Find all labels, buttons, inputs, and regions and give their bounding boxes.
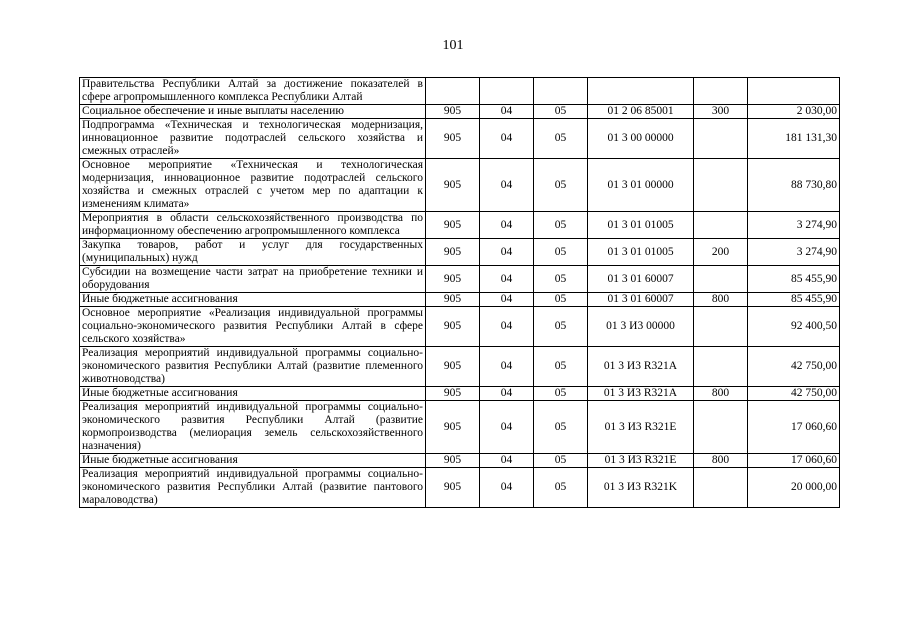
cell-name: Реализация мероприятий индивидуальной программы социально-экономического развития Республики Алтай (развитие кормопроизводства (мелиорация земель сельскохозяйственного назначения) [80,401,426,454]
cell-expense-type [694,401,748,454]
cell-subsection-code: 05 [534,307,588,347]
cell-expense-type [694,468,748,508]
cell-expense-type: 800 [694,454,748,468]
cell-amount: 17 060,60 [748,454,840,468]
cell-expense-type [694,159,748,212]
cell-target-article: 01 3 И3 R321E [588,454,694,468]
table-row [80,212,840,239]
cell-amount: 181 131,30 [748,119,840,159]
cell-amount: 88 730,80 [748,159,840,212]
cell-ministry-code: 905 [426,347,480,387]
cell-target-article: 01 3 01 01005 [588,239,694,266]
cell-name: Реализация мероприятий индивидуальной программы социально-экономического развития Республики Алтай (развитие пантового мараловодства) [80,468,426,508]
table-row [80,468,840,508]
cell-target-article: 01 3 И3 00000 [588,307,694,347]
cell-section-code: 04 [480,239,534,266]
cell-expense-type [694,78,748,105]
table-body [80,78,840,508]
cell-name: Иные бюджетные ассигнования [80,454,426,468]
cell-target-article: 01 3 И3 R321A [588,387,694,401]
cell-ministry-code: 905 [426,266,480,293]
cell-ministry-code: 905 [426,105,480,119]
cell-name: Реализация мероприятий индивидуальной программы социально-экономического развития Республики Алтай (развитие племенного животноводства) [80,347,426,387]
cell-target-article: 01 3 01 60007 [588,293,694,307]
cell-name: Закупка товаров, работ и услуг для государственных (муниципальных) нужд [80,239,426,266]
cell-ministry-code: 905 [426,159,480,212]
cell-expense-type [694,212,748,239]
cell-section-code: 04 [480,307,534,347]
cell-name: Иные бюджетные ассигнования [80,387,426,401]
cell-section-code: 04 [480,159,534,212]
cell-name: Социальное обеспечение и иные выплаты населению [80,105,426,119]
cell-amount: 85 455,90 [748,293,840,307]
cell-subsection-code: 05 [534,239,588,266]
cell-target-article: 01 3 01 60007 [588,266,694,293]
cell-expense-type [694,347,748,387]
cell-name: Правительства Республики Алтай за достижение показателей в сфере агропромышленного комплекса Республики Алтай [80,78,426,105]
cell-amount: 17 060,60 [748,401,840,454]
cell-target-article: 01 3 И3 R321K [588,468,694,508]
cell-section-code: 04 [480,212,534,239]
cell-name: Субсидии на возмещение части затрат на приобретение техники и оборудования [80,266,426,293]
cell-ministry-code: 905 [426,401,480,454]
cell-section-code: 04 [480,401,534,454]
table-row [80,105,840,119]
cell-target-article: 01 3 И3 R321A [588,347,694,387]
cell-amount: 92 400,50 [748,307,840,347]
table-row [80,119,840,159]
cell-target-article [588,78,694,105]
cell-subsection-code: 05 [534,347,588,387]
cell-target-article: 01 3 И3 R321E [588,401,694,454]
cell-expense-type [694,119,748,159]
table-row [80,347,840,387]
cell-section-code: 04 [480,105,534,119]
cell-subsection-code: 05 [534,454,588,468]
cell-subsection-code [534,78,588,105]
cell-section-code: 04 [480,454,534,468]
cell-section-code: 04 [480,347,534,387]
cell-subsection-code: 05 [534,159,588,212]
table-row [80,159,840,212]
table-row [80,401,840,454]
cell-section-code [480,78,534,105]
cell-section-code: 04 [480,293,534,307]
cell-ministry-code [426,78,480,105]
cell-section-code: 04 [480,387,534,401]
cell-target-article: 01 2 06 85001 [588,105,694,119]
cell-amount: 2 030,00 [748,105,840,119]
cell-target-article: 01 3 01 01005 [588,212,694,239]
cell-subsection-code: 05 [534,212,588,239]
cell-ministry-code: 905 [426,239,480,266]
cell-ministry-code: 905 [426,387,480,401]
cell-amount [748,78,840,105]
cell-expense-type: 800 [694,387,748,401]
table-row [80,78,840,105]
cell-amount: 3 274,90 [748,212,840,239]
cell-amount: 20 000,00 [748,468,840,508]
cell-name: Основное мероприятие «Реализация индивидуальной программы социально-экономического развития Республики Алтай в сфере сельского хозяйства» [80,307,426,347]
table-row [80,239,840,266]
cell-section-code: 04 [480,119,534,159]
cell-ministry-code: 905 [426,212,480,239]
cell-target-article: 01 3 00 00000 [588,119,694,159]
cell-ministry-code: 905 [426,468,480,508]
cell-expense-type [694,266,748,293]
cell-ministry-code: 905 [426,293,480,307]
cell-expense-type: 300 [694,105,748,119]
cell-ministry-code: 905 [426,454,480,468]
cell-subsection-code: 05 [534,119,588,159]
table-row [80,454,840,468]
table-row [80,293,840,307]
cell-subsection-code: 05 [534,401,588,454]
cell-ministry-code: 905 [426,307,480,347]
cell-name: Иные бюджетные ассигнования [80,293,426,307]
cell-section-code: 04 [480,266,534,293]
cell-name: Основное мероприятие «Техническая и технологическая модернизация, инновационное развитие подотраслей сельского хозяйства и смежных отраслей с учетом мер по адаптации к изменениям климата» [80,159,426,212]
cell-subsection-code: 05 [534,105,588,119]
cell-name: Подпрограмма «Техническая и технологическая модернизация, инновационное развитие подотраслей сельского хозяйства и смежных отраслей» [80,119,426,159]
cell-subsection-code: 05 [534,293,588,307]
cell-subsection-code: 05 [534,468,588,508]
table-row [80,266,840,293]
cell-expense-type [694,307,748,347]
table-row [80,387,840,401]
cell-amount: 42 750,00 [748,347,840,387]
cell-expense-type: 800 [694,293,748,307]
cell-ministry-code: 905 [426,119,480,159]
cell-subsection-code: 05 [534,387,588,401]
cell-amount: 85 455,90 [748,266,840,293]
cell-target-article: 01 3 01 00000 [588,159,694,212]
cell-expense-type: 200 [694,239,748,266]
cell-amount: 3 274,90 [748,239,840,266]
page-number: 101 [442,38,464,53]
cell-name: Мероприятия в области сельскохозяйственного производства по информационному обеспечению агропромышленного комплекса [80,212,426,239]
cell-section-code: 04 [480,468,534,508]
cell-subsection-code: 05 [534,266,588,293]
table-row [80,307,840,347]
budget-table [79,77,840,508]
cell-amount: 42 750,00 [748,387,840,401]
